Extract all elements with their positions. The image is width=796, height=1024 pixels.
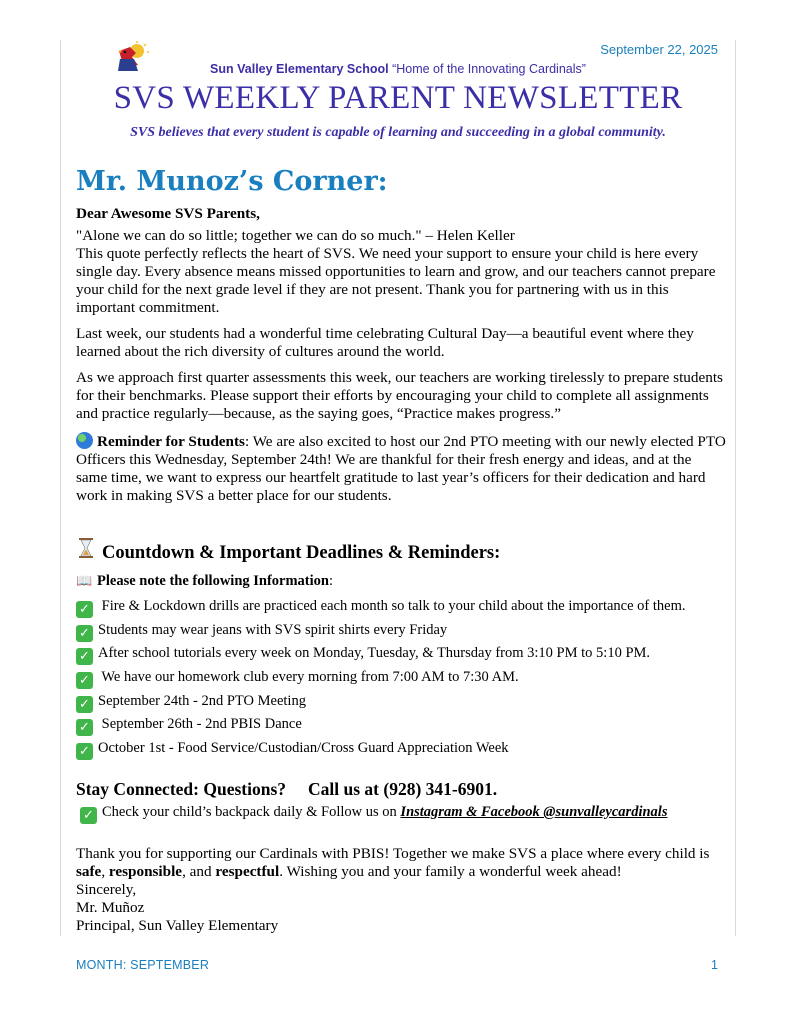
- value-safe: safe: [76, 863, 102, 880]
- list-item: [76, 666, 736, 690]
- principal-corner-heading: Mr. Munoz’s Corner:: [76, 166, 388, 197]
- newsletter-date: September 22, 2025: [600, 42, 718, 57]
- page-margin-rule-right: [735, 40, 736, 936]
- note-line: [76, 573, 333, 590]
- note-label: Please note the following Information: [97, 573, 329, 589]
- list-item: [76, 690, 736, 714]
- signer-title: Principal, Sun Valley Elementary: [76, 917, 279, 934]
- green-check-icon: ✓: [76, 719, 93, 736]
- list-item: [76, 595, 736, 619]
- stay-connected-line: [76, 779, 497, 800]
- green-check-icon: ✓: [76, 696, 93, 713]
- globe-icon: [76, 432, 93, 449]
- closing-paragraph: [76, 845, 726, 881]
- open-book-icon: 📖: [76, 573, 93, 588]
- footer-month: MONTH: SEPTEMBER: [76, 958, 210, 972]
- closing-text-a: Thank you for supporting our Cardinals with PBIS! Together we make SVS a place where every child is: [76, 845, 710, 862]
- page-number: 1: [711, 958, 718, 972]
- closing-section: [76, 845, 726, 935]
- reminders-checklist: [76, 595, 736, 761]
- mission-statement: SVS believes that every student is capable of learning and succeeding in a global community.: [130, 125, 666, 140]
- paragraph-assessments: As we approach first quarter assessments this week, our teachers are working tirelessly to prepare students for their benchmarks. Please support their efforts by encouraging your child to complete all assignments and practice regularly—because, as the saying goes, “Practice makes progress.”: [76, 369, 723, 422]
- closing-text-b: . Wishing you and your family a wonderful week ahead!: [279, 863, 622, 880]
- green-check-icon: ✓: [76, 672, 93, 689]
- phone-number[interactable]: Call us at (928) 341-6901.: [308, 779, 498, 799]
- school-line: [0, 62, 796, 76]
- green-check-icon: ✓: [76, 601, 93, 618]
- newsletter-title: SVS WEEKLY PARENT NEWSLETTER: [113, 80, 683, 116]
- list-item: [76, 737, 736, 761]
- closing-sep-2: , and: [182, 863, 216, 880]
- paragraph-pto-reminder: [76, 432, 726, 505]
- list-item: [76, 713, 736, 737]
- list-item-text: October 1st - Food Service/Custodian/Cross Guard Appreciation Week: [98, 740, 509, 757]
- signer-name: Mr. Muñoz: [76, 899, 145, 916]
- paragraph-attendance: [76, 227, 726, 317]
- social-media-link[interactable]: Instagram & Facebook @sunvalleycardinals: [400, 804, 668, 820]
- greeting: Dear Awesome SVS Parents,: [76, 205, 260, 222]
- follow-text: Check your child’s backpack daily & Follow us on: [102, 804, 401, 820]
- list-item-text: We have our homework club every morning from 7:00 AM to 7:30 AM.: [98, 669, 519, 686]
- list-item-text: After school tutorials every week on Monday, Tuesday, & Thursday from 3:10 PM to 5:10 PM.: [98, 645, 651, 662]
- green-check-icon: ✓: [80, 807, 97, 824]
- list-item-text: Students may wear jeans with SVS spirit shirts every Friday: [98, 621, 448, 638]
- green-check-icon: ✓: [76, 625, 93, 642]
- deadlines-heading-text: Countdown & Important Deadlines & Reminders:: [102, 543, 501, 563]
- page-margin-rule-left: [60, 40, 61, 936]
- school-name: Sun Valley Elementary School: [210, 62, 389, 76]
- paragraph-cultural-day: Last week, our students had a wonderful time celebrating Cultural Day—a beautiful event where they learned about the rich diversity of cultures around the world.: [76, 325, 694, 360]
- deadlines-heading: [76, 538, 500, 564]
- follow-line: [80, 804, 667, 824]
- value-responsible: responsible: [108, 863, 183, 880]
- list-item: [76, 619, 736, 643]
- list-item-text: September 24th - 2nd PTO Meeting: [98, 692, 306, 709]
- hourglass-icon: [76, 538, 96, 564]
- helen-keller-quote: "Alone we can do so little; together we can do so much." – Helen Keller: [76, 227, 515, 244]
- list-item: [76, 642, 736, 666]
- reminder-text: : We are also excited to host our 2nd PTO meeting with our newly elected PTO Officers this Wednesday, September 24th! We are thankful for their fresh energy and ideas, and at the same time, we want to express our heartfelt gratitude to last year’s officers for their dedication and hard work in making SVS a better place for our students.: [76, 433, 726, 504]
- closing-sep-1: ,: [101, 863, 109, 880]
- list-item-text: Fire & Lockdown drills are practiced each month so talk to your child about the importance of them.: [98, 598, 686, 614]
- value-respectful: respectful: [215, 863, 280, 880]
- sign-off: Sincerely,: [76, 881, 137, 898]
- list-item-text: September 26th - 2nd PBIS Dance: [98, 716, 302, 733]
- green-check-icon: ✓: [76, 743, 93, 760]
- green-check-icon: ✓: [76, 648, 93, 665]
- attendance-text: This quote perfectly reflects the heart of SVS. We need your support to ensure your child is here every single day. Every absence means missed opportunities to learn and grow, and our teachers cannot prepare your child for the next grade level if they are not present. Thank you for partnering with us in this important commitment.: [76, 245, 716, 316]
- note-colon: :: [328, 573, 334, 589]
- school-motto: “Home of the Innovating Cardinals”: [392, 62, 586, 76]
- reminder-label: Reminder for Students: [97, 433, 245, 450]
- stay-connected-label: Stay Connected: Questions?: [76, 779, 287, 799]
